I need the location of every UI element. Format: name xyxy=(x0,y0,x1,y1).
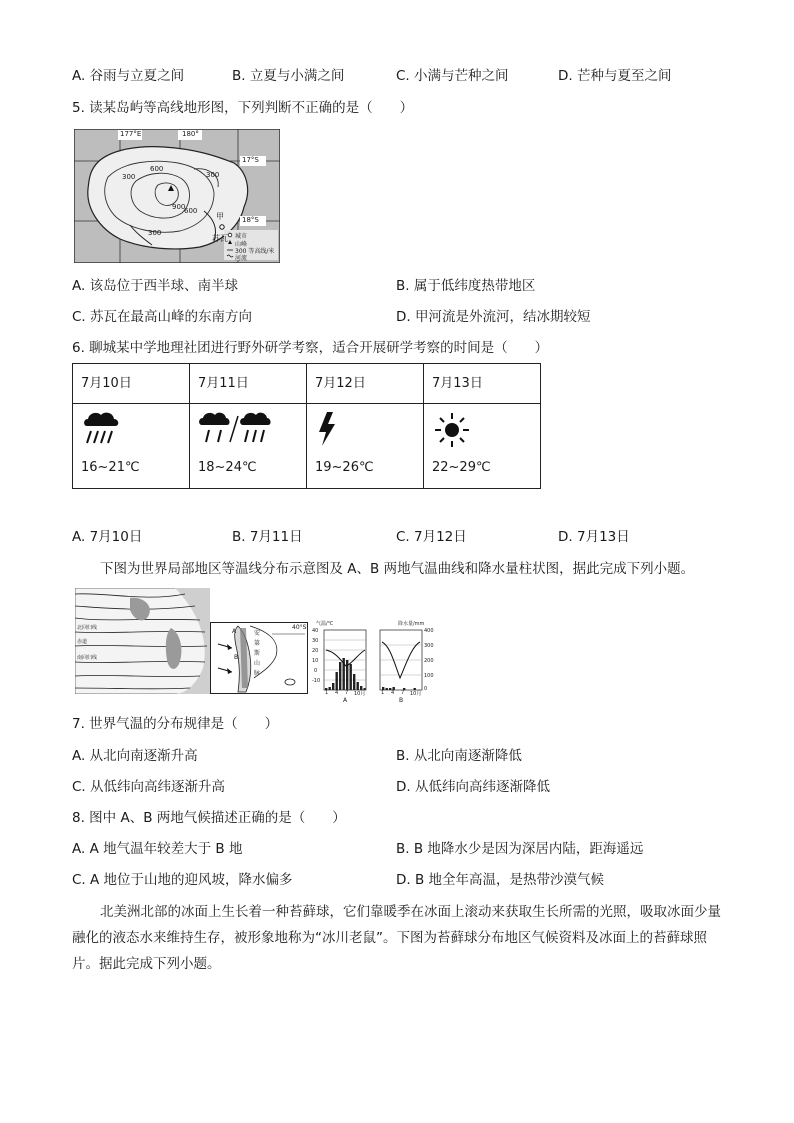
climate-chart-b xyxy=(376,620,442,706)
weather-temp: 16~21℃ xyxy=(81,460,140,475)
sunny-icon xyxy=(432,410,472,454)
lon-label-180: 180° xyxy=(182,130,199,138)
lat-label-18s: 18°S xyxy=(242,216,259,224)
q8-option-b: B. B 地降水少是因为深居内陆，距海遥远 xyxy=(396,841,644,857)
mountain-label: 斯 xyxy=(254,650,261,657)
q7-option-b: B. 从北向南逐渐降低 xyxy=(396,748,522,764)
chart-a-ytick: 40 xyxy=(312,628,319,634)
q6-option-a: A. 7月10日 xyxy=(72,529,143,545)
tropic-cancer-label: 北回归线 xyxy=(77,625,98,631)
chart-b-ytick: 400 xyxy=(424,628,434,634)
river-label: 甲 xyxy=(216,212,224,221)
contour-label: 300 xyxy=(148,229,162,237)
weather-temp: 18~24℃ xyxy=(198,460,257,475)
contour-label: 300 xyxy=(122,173,136,181)
q4-option-a: A. 谷雨与立夏之间 xyxy=(72,68,185,84)
lat-label-40s: 40°S xyxy=(292,624,307,631)
q8-option-c: C. A 地位于山地的迎风坡，降水偏多 xyxy=(72,872,293,888)
intro-78: 下图为世界局部地区等温线分布示意图及 A、B 两地气温曲线和降水量柱状图，据此完成下列小题。 xyxy=(100,561,695,577)
q5-option-d: D. 甲河流是外流河，结冰期较短 xyxy=(396,309,591,325)
chart-b-xtick: 7 xyxy=(401,690,405,696)
q5-option-b: B. 属于低纬度热带地区 xyxy=(396,278,536,294)
heavy-rain-icon xyxy=(81,410,123,450)
chart-b-ytick: 0 xyxy=(424,686,428,692)
weather-temp: 22~29℃ xyxy=(432,460,491,475)
weather-cell xyxy=(424,404,541,489)
point-b-label: B xyxy=(234,654,239,661)
q4-option-b: B. 立夏与小满之间 xyxy=(232,68,345,84)
legend-city: 城市 xyxy=(235,233,248,240)
contour-label: 300 xyxy=(206,171,220,179)
island-contour-map xyxy=(74,129,280,263)
q7-stem: 7. 世界气温的分布规律是（ ） xyxy=(72,716,279,732)
chart-a-ylabel: 气温/℃ xyxy=(316,621,334,627)
chart-a-ytick: -10 xyxy=(312,678,321,684)
point-a-label: A xyxy=(232,628,237,635)
mountain-label: 山 xyxy=(254,660,261,667)
andes-detail-map xyxy=(210,622,308,694)
chart-a-name: A xyxy=(343,697,348,704)
q6-option-b: B. 7月11日 xyxy=(232,529,303,545)
chart-a-xtick: 7 xyxy=(345,690,349,696)
q8-stem: 8. 图中 A、B 两地气候描述正确的是（ ） xyxy=(72,810,346,826)
chart-a-ytick: 10 xyxy=(312,658,319,664)
weather-cell xyxy=(307,404,424,489)
q5-stem: 5. 读某岛屿等高线地形图，下列判断不正确的是（ ） xyxy=(72,100,414,116)
weather-cell xyxy=(73,404,190,489)
mountain-label: 脉 xyxy=(254,670,261,677)
tropic-capricorn-label: 南回归线 xyxy=(77,655,98,661)
q5-option-a: A. 该岛位于西半球、南半球 xyxy=(72,278,239,294)
chart-b-ylabel: 降水量/mm xyxy=(398,621,425,627)
q7-option-d: D. 从低纬向高纬逐渐降低 xyxy=(396,779,550,795)
thunder-icon xyxy=(315,410,339,452)
q4-option-c: C. 小满与芒种之间 xyxy=(396,68,509,84)
intro-paragraph-moss-balls: 北美洲北部的冰面上生长着一种苔藓球，它们靠暖季在冰面上滚动来获取生长所需的光照，吸取冰面少量融化的液态水来维持生存，被形象地称为“冰川老鼠”。下图为苔藓球分布地区气候资料及冰面上的苔藓球照片。据此完成下列小题。 xyxy=(72,904,721,972)
chart-a-ytick: 0 xyxy=(314,668,318,674)
weather-temp: 19~26℃ xyxy=(315,460,374,475)
contour-label: 900 xyxy=(172,203,186,211)
chart-a-ytick: 20 xyxy=(312,648,319,654)
chart-a-xtick: 1 xyxy=(325,690,329,696)
q5-option-c: C. 苏瓦在最高山峰的东南方向 xyxy=(72,309,253,325)
contour-label: 600 xyxy=(150,165,164,173)
equator-label: 赤道 xyxy=(77,639,88,645)
weather-table xyxy=(72,363,541,489)
chart-a-ytick: 30 xyxy=(312,638,319,644)
mountain-label: 第 xyxy=(254,640,261,647)
moderate-rain-icon xyxy=(198,410,280,450)
chart-b-xtick: 1 xyxy=(381,690,385,696)
contour-label: 600 xyxy=(184,207,198,215)
q6-stem: 6. 聊城某中学地理社团进行野外研学考察，适合开展研学考察的时间是（ ） xyxy=(72,340,549,356)
q7-option-c: C. 从低纬向高纬逐渐升高 xyxy=(72,779,226,795)
mountain-label: 安 xyxy=(254,630,261,637)
chart-a-xtick: 10月 xyxy=(354,691,366,697)
chart-b-xtick: 4 xyxy=(391,690,395,696)
chart-a-xtick: 4 xyxy=(335,690,339,696)
q4-option-d: D. 芒种与夏至之间 xyxy=(558,68,672,84)
chart-b-ytick: 200 xyxy=(424,658,434,664)
legend-contour: 300 等高线/米 xyxy=(235,248,275,255)
chart-b-xtick: 10月 xyxy=(410,691,422,697)
weather-date: 7月11日 xyxy=(190,364,307,404)
chart-b-ytick: 100 xyxy=(424,673,434,679)
q7-option-a: A. 从北向南逐渐升高 xyxy=(72,748,198,764)
climate-chart-a xyxy=(312,620,378,706)
legend-peak: 山峰 xyxy=(235,241,248,248)
world-isotherm-map xyxy=(75,588,210,694)
legend-river: 河流 xyxy=(235,255,248,262)
weather-date: 7月13日 xyxy=(424,364,541,404)
lon-label-177e: 177°E xyxy=(120,130,142,138)
weather-date: 7月12日 xyxy=(307,364,424,404)
q6-option-c: C. 7月12日 xyxy=(396,529,467,545)
city-label-suva: 苏瓦 xyxy=(212,234,228,243)
q8-option-a: A. A 地气温年较差大于 B 地 xyxy=(72,841,243,857)
weather-cell xyxy=(190,404,307,489)
q6-option-d: D. 7月13日 xyxy=(558,529,630,545)
weather-date: 7月10日 xyxy=(73,364,190,404)
q8-option-d: D. B 地全年高温，是热带沙漠气候 xyxy=(396,872,605,888)
chart-b-name: B xyxy=(399,697,404,704)
lat-label-17s: 17°S xyxy=(242,156,259,164)
chart-b-ytick: 300 xyxy=(424,643,434,649)
